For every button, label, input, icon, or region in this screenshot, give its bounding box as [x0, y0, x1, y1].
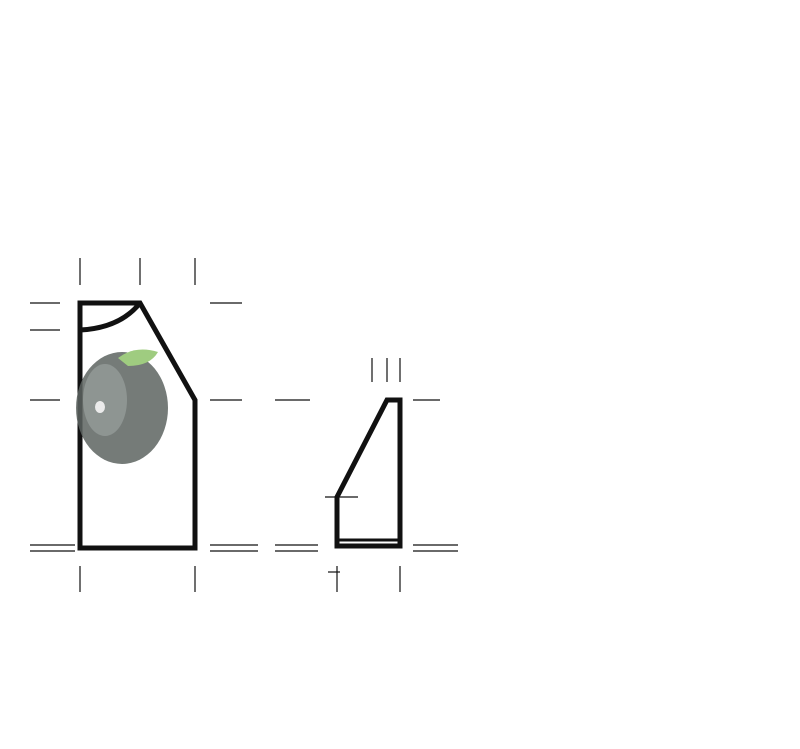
yarn-cone-icon — [76, 350, 168, 464]
sleeve-outline — [337, 400, 400, 546]
sleeve-schematic — [328, 358, 458, 592]
back-neckline — [80, 303, 140, 330]
